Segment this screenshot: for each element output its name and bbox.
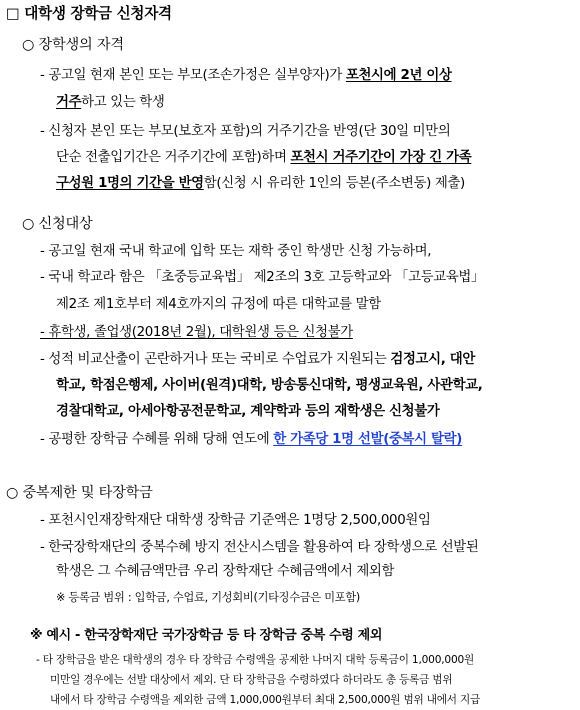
example-heading: ※ 예시 - 한국장학재단 국가장학금 등 타 장학금 중복 수령 제외 [30,628,383,643]
text-segment: 단순 전출입기간은 거주기간에 포함)하며 [56,150,291,165]
example-line-2: 미만일 경우에는 선발 대상에서 제외. 단 타 장학금을 수령하였다 하더라도 총 등록금 범위 [50,674,453,686]
text-segment: - 공평한 장학금 수혜를 위해 당해 연도에 [40,432,274,447]
text-segment: - 성적 비교산출이 곤란하거나 또는 국비로 수업료가 지원되는 [40,352,391,367]
eligibility-line-2 [56,93,165,113]
duplicate-line-2: - 한국장학재단의 중복수혜 방지 전산시스템을 활용하여 타 장학생으로 선발된 [40,540,479,555]
text-segment: 하고 있는 학생 [81,95,165,110]
text-segment: 함(신청 시 유리한 1인의 등본(주소변동) 제출) [203,176,465,191]
applicants-line-5 [40,350,475,370]
applicants-line-7: 경찰대학교, 아세아항공전문학교, 계약학과 등의 재학생은 신청불가 [56,404,440,419]
applicants-line-8 [40,430,462,450]
emphasis-schools: 검정고시, 대안 [390,352,475,367]
eligibility-line-1 [40,66,452,86]
heading-eligibility: ○ 장학생의 자격 [22,37,124,53]
applicants-line-6: 학교, 학점은행제, 사이버(원격)대학, 방송통신대학, 평생교육원, 사관학교, [56,378,483,393]
emphasis-one-member: 구성원 1명의 기간을 반영 [56,176,204,191]
heading-applicants: ○ 신청대상 [22,216,93,232]
heading-duplicate-limit: ○ 중복제한 및 타장학금 [6,485,153,501]
tuition-scope-note: ※ 등록금 범위 : 입학금, 수업료, 기성회비(기타징수금은 미포함) [56,591,361,604]
applicants-line-4 [40,323,353,343]
example-line-1: - 타 장학금을 받은 대학생의 경우 타 장학금 수령액을 공제한 나머지 대학 등록금이 1,000,000원 [36,654,475,666]
eligibility-line-4 [56,148,471,168]
text-segment: - 공고일 현재 본인 또는 부모(조손가정은 실부양자)가 [40,68,346,83]
duplicate-line-1: - 포천시인재장학재단 대학생 장학금 기준액은 1명당 2,500,000원임 [40,513,431,528]
emphasis-one-per-family: 한 가족당 1명 선발(중복시 탈락) [273,432,462,447]
applicants-line-2: - 국내 학교라 함은 「초중등교육법」 제2조의 3호 고등학교와 「고등교육법」 [40,270,485,285]
example-line-3: 내에서 타 장학금 수령액을 제외한 금액 1,000,000원부터 최대 2,500,000원 범위 내에서 지급 [50,694,481,706]
emphasis-longest-residence: 포천시 거주기간이 가장 긴 가족 [290,150,472,165]
emphasis-residence: 거주 [56,95,82,110]
underlined-ineligible: - 휴학생, 졸업생(2018년 2월), 대학원생 등은 신청불가 [40,325,353,340]
eligibility-line-3: - 신청자 본인 또는 부모(보호자 포함)의 거주기간을 반영(단 30일 미만의 [40,124,451,139]
eligibility-line-5 [56,174,465,194]
emphasis-residence-2-years: 포천시에 2년 이상 [345,68,452,83]
applicants-line-3: 제2조 제1호부터 제4호까지의 규정에 따른 대학교를 말함 [56,297,381,312]
applicants-line-1: - 공고일 현재 국내 학교에 입학 또는 재학 중인 학생만 신청 가능하며, [40,244,432,259]
section-title: □ 대학생 장학금 신청자격 [6,5,172,22]
duplicate-line-3: 학생은 그 수혜금액만큼 우리 장학재단 수혜금액에서 제외함 [56,564,395,579]
